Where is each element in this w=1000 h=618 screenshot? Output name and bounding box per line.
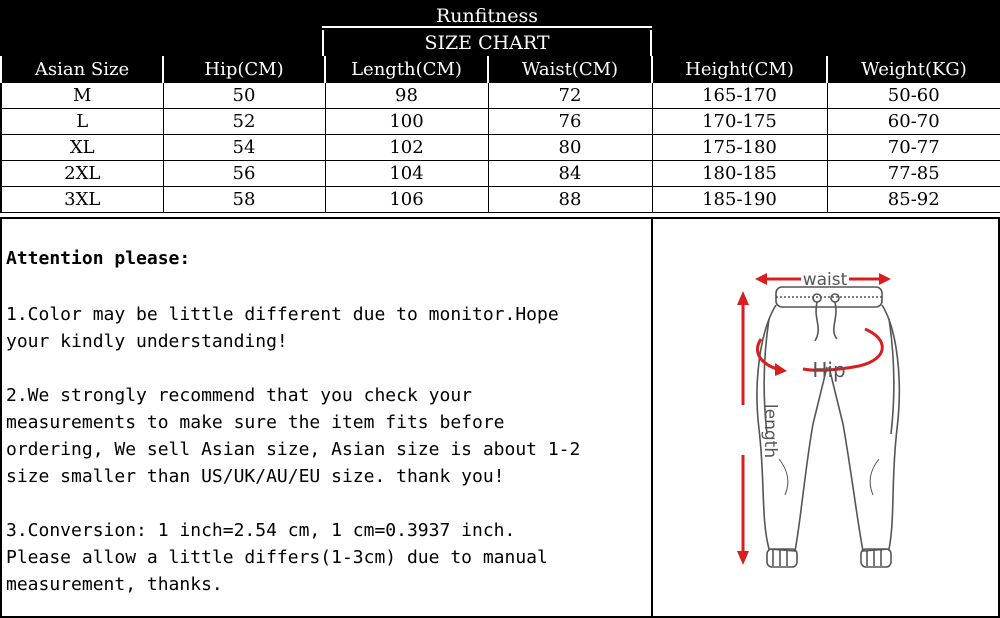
notes-panel xyxy=(0,217,652,618)
note-conversion: 3.Conversion: 1 inch=2.54 cm, 1 cm=0.3937 inch. Please allow a little differs(1-3cm) due to manual measurement, thanks. xyxy=(6,520,548,595)
weight-cell: 60-70 xyxy=(827,109,1000,135)
weight-cell: 70-77 xyxy=(827,135,1000,161)
table-row xyxy=(1,109,1000,135)
note-color: 1.Color may be little different due to monitor.Hope your kindly understanding! xyxy=(6,304,559,352)
pants-image-panel xyxy=(652,217,1000,618)
right-cuff xyxy=(861,549,891,567)
table-header-row xyxy=(1,56,1000,83)
length-cell: 104 xyxy=(325,161,488,187)
column-header-hip: Hip(CM) xyxy=(163,56,325,83)
hip-cell: 50 xyxy=(163,83,325,109)
height-cell: 180-185 xyxy=(652,161,827,187)
table-row xyxy=(1,135,1000,161)
column-header-waist: Waist(CM) xyxy=(488,56,652,83)
weight-cell: 85-92 xyxy=(827,187,1000,213)
waist-cell: 84 xyxy=(488,161,652,187)
column-header-height: Height(CM) xyxy=(652,56,827,83)
length-label: length xyxy=(760,403,780,459)
length-cell: 102 xyxy=(325,135,488,161)
column-header-asian-size: Asian Size xyxy=(1,56,163,83)
size-table xyxy=(0,56,1000,213)
weight-cell: 77-85 xyxy=(827,161,1000,187)
pants-diagram xyxy=(653,219,998,616)
hip-label: Hip xyxy=(812,358,846,382)
size-cell: M xyxy=(1,83,163,109)
length-cell: 100 xyxy=(325,109,488,135)
hip-cell: 58 xyxy=(163,187,325,213)
waist-cell: 76 xyxy=(488,109,652,135)
table-row xyxy=(1,83,1000,109)
chart-title: SIZE CHART xyxy=(322,30,652,56)
waist-cell: 80 xyxy=(488,135,652,161)
height-cell: 175-180 xyxy=(652,135,827,161)
length-cell: 98 xyxy=(325,83,488,109)
right-leg xyxy=(829,305,899,551)
left-cuff xyxy=(767,549,797,567)
size-cell: 3XL xyxy=(1,187,163,213)
height-cell: 170-175 xyxy=(652,109,827,135)
size-cell: XL xyxy=(1,135,163,161)
hip-cell: 56 xyxy=(163,161,325,187)
waist-cell: 88 xyxy=(488,187,652,213)
column-header-weight: Weight(KG) xyxy=(827,56,1000,83)
note-measurement: 2.We strongly recommend that you check your measurements to make sure the item fits before ordering, We sell Asian size, Asian size is about 1-2 size smaller than US/UK/AU/EU size. thank you! xyxy=(6,385,581,487)
table-row xyxy=(1,161,1000,187)
table-row xyxy=(1,187,1000,213)
column-header-length: Length(CM) xyxy=(325,56,488,83)
length-cell: 106 xyxy=(325,187,488,213)
brand-name: Runfitness xyxy=(322,4,652,28)
hip-cell: 52 xyxy=(163,109,325,135)
height-cell: 185-190 xyxy=(652,187,827,213)
hip-cell: 54 xyxy=(163,135,325,161)
size-cell: L xyxy=(1,109,163,135)
weight-cell: 50-60 xyxy=(827,83,1000,109)
height-cell: 165-170 xyxy=(652,83,827,109)
waist-label: waist xyxy=(802,270,848,290)
header-bar xyxy=(0,0,1000,56)
size-cell: 2XL xyxy=(1,161,163,187)
notes-heading: Attention please: xyxy=(6,248,191,269)
waist-cell: 72 xyxy=(488,83,652,109)
